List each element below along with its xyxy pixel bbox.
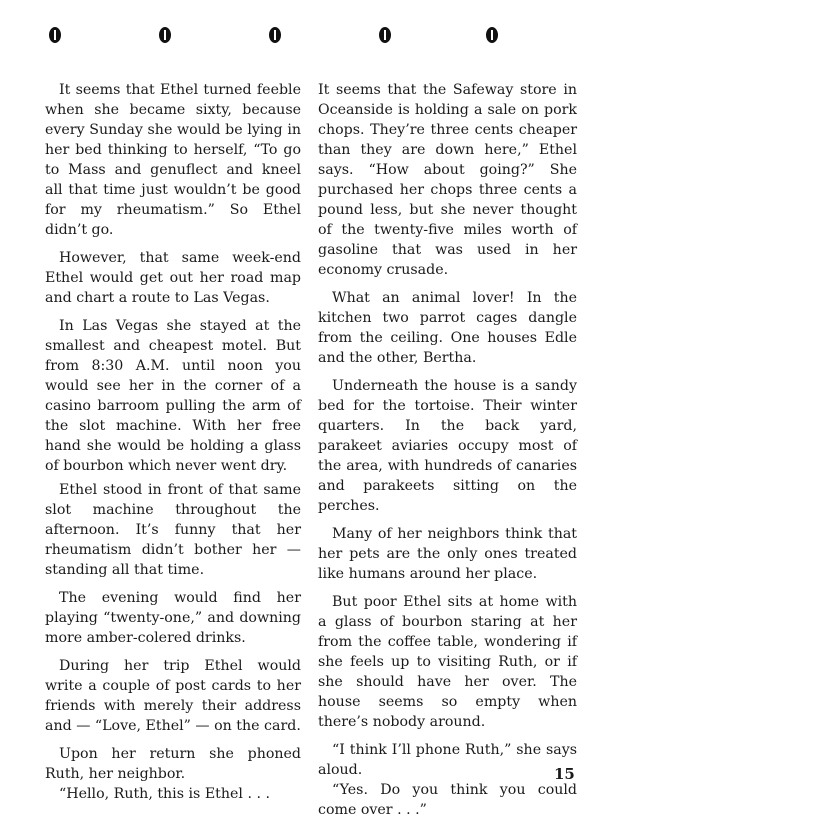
paragraph: Underneath the house is a sandy bed for the tortoise. Their winter quarters. In the back yard, parakeet aviaries occupy most of the area, with hundreds of canaries and parakeets sitting on the perches.	[318, 378, 577, 514]
paragraph: “I think I’ll phone Ruth,” she says aloud.	[318, 742, 577, 778]
binder-hole-icon	[159, 27, 171, 43]
binder-hole-icon	[486, 27, 498, 43]
left-column	[45, 80, 301, 812]
paragraph: “Yes. Do you think you could come over . . .”	[318, 782, 577, 818]
right-column	[318, 80, 577, 828]
paragraph: The evening would find her playing “twenty-one,” and downing more amber-colered drinks.	[45, 590, 301, 646]
page-number: 15	[554, 765, 575, 783]
paragraph: It seems that Ethel turned feeble when she became sixty, because every Sunday she would be lying in her bed thinking to herself, “To go to Mass and genuflect and kneel all that time just wouldn’t be good for my rheumatism.” So Ethel didn’t go.	[45, 82, 301, 238]
paragraph: Ethel stood in front of that same slot machine throughout the afternoon. It’s funny that her rheumatism didn’t bother her — standing all that time.	[45, 482, 301, 578]
paragraph: Many of her neighbors think that her pets are the only ones treated like humans around her place.	[318, 526, 577, 582]
paragraph: Upon her return she phoned Ruth, her neighbor.	[45, 746, 301, 782]
binder-hole-icon	[269, 27, 281, 43]
paragraph: In Las Vegas she stayed at the smallest and cheapest motel. But from 8:30 A.M. until noon you would see her in the corner of a casino barroom pulling the arm of the slot machine. With her free hand she would be holding a glass of bourbon which never went dry.	[45, 318, 301, 474]
paragraph: But poor Ethel sits at home with a glass of bourbon staring at her from the coffee table, wondering if she feels up to visiting Ruth, or if she should have her over. The house seems so empty when there’s nobody around.	[318, 594, 577, 730]
paragraph: “Hello, Ruth, this is Ethel . . .	[59, 786, 271, 802]
paragraph: What an animal lover! In the kitchen two parrot cages dangle from the ceiling. One houses Edle and the other, Bertha.	[318, 290, 577, 366]
binder-hole-icon	[49, 27, 61, 43]
paragraph: However, that same week-end Ethel would get out her road map and chart a route to Las Vegas.	[45, 250, 301, 306]
paragraph: It seems that the Safeway store in Oceanside is holding a sale on pork chops. They’re three cents cheaper than they are down here,” Ethel says. “How about going?” She purchased her chops three cents a pound less, but she never thought of the twenty-five miles worth of gasoline that was used in her economy crusade.	[318, 82, 577, 278]
binder-hole-icon	[379, 27, 391, 43]
paragraph: During her trip Ethel would write a couple of post cards to her friends with merely their address and — “Love, Ethel” — on the card.	[45, 658, 301, 734]
